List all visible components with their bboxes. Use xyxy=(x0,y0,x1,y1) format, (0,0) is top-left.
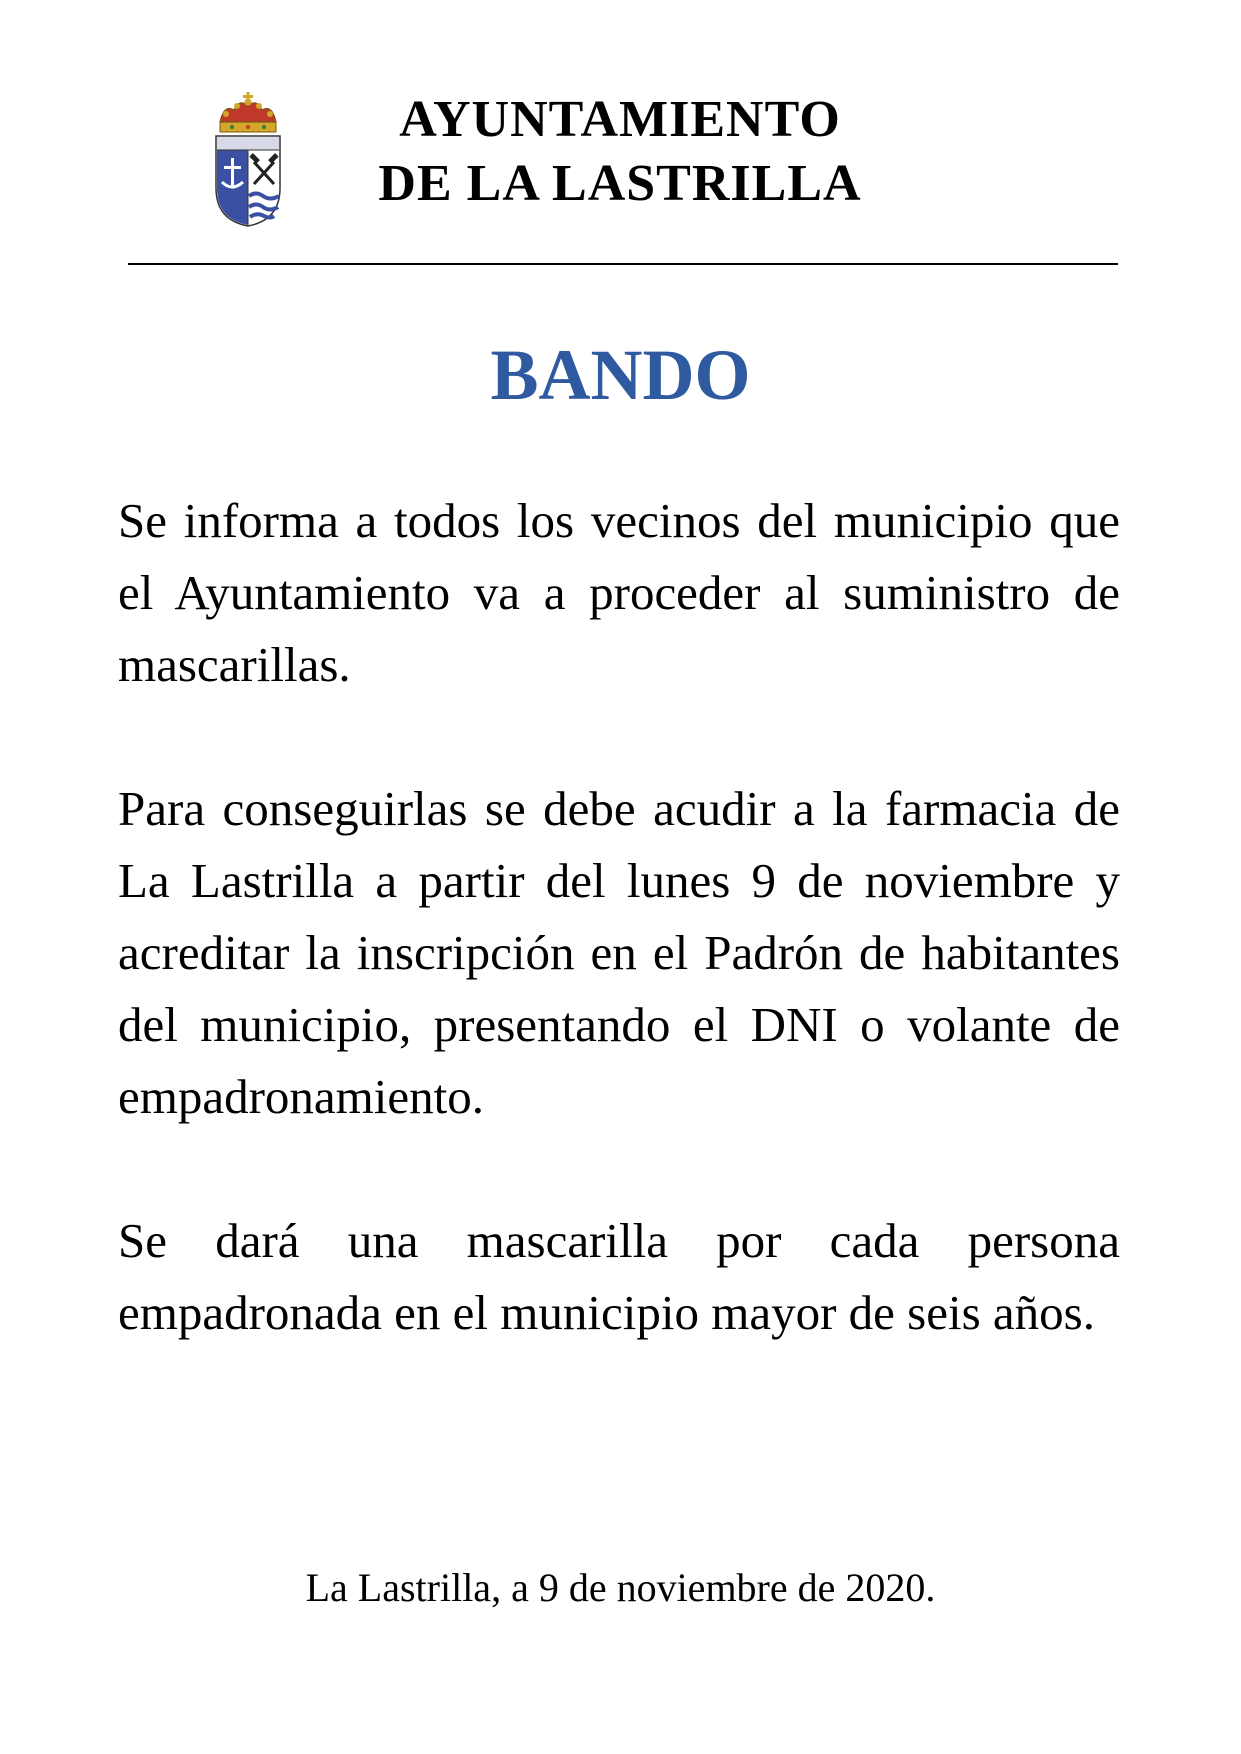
body-paragraph-2: Para conseguirlas se debe acudir a la farmacia de La Lastrilla a partir del lunes 9 de noviembre y acreditar la inscripción en el Padrón de habitantes del municipio, presentando el DNI o volante de empadronamiento. xyxy=(118,781,1120,1124)
header-line-2: DE LA LASTRILLA xyxy=(378,155,862,212)
body-paragraph-1: Se informa a todos los vecinos del municipio que el Ayuntamiento va a proceder al suministro de mascarillas. xyxy=(118,493,1120,692)
body-paragraph-3: Se dará una mascarilla por cada persona empadronada en el municipio mayor de seis años. xyxy=(118,1213,1120,1340)
crown-icon xyxy=(220,92,276,132)
header-line-1: AYUNTAMIENTO xyxy=(399,91,841,148)
document-title: BANDO xyxy=(490,335,751,415)
place-and-date: La Lastrilla, a 9 de noviembre de 2020. xyxy=(305,1565,936,1610)
coat-of-arms-icon xyxy=(212,92,284,228)
shield-icon xyxy=(216,136,280,226)
header-divider xyxy=(128,263,1118,265)
document-body xyxy=(118,485,1120,1421)
municipality-header xyxy=(360,88,880,216)
